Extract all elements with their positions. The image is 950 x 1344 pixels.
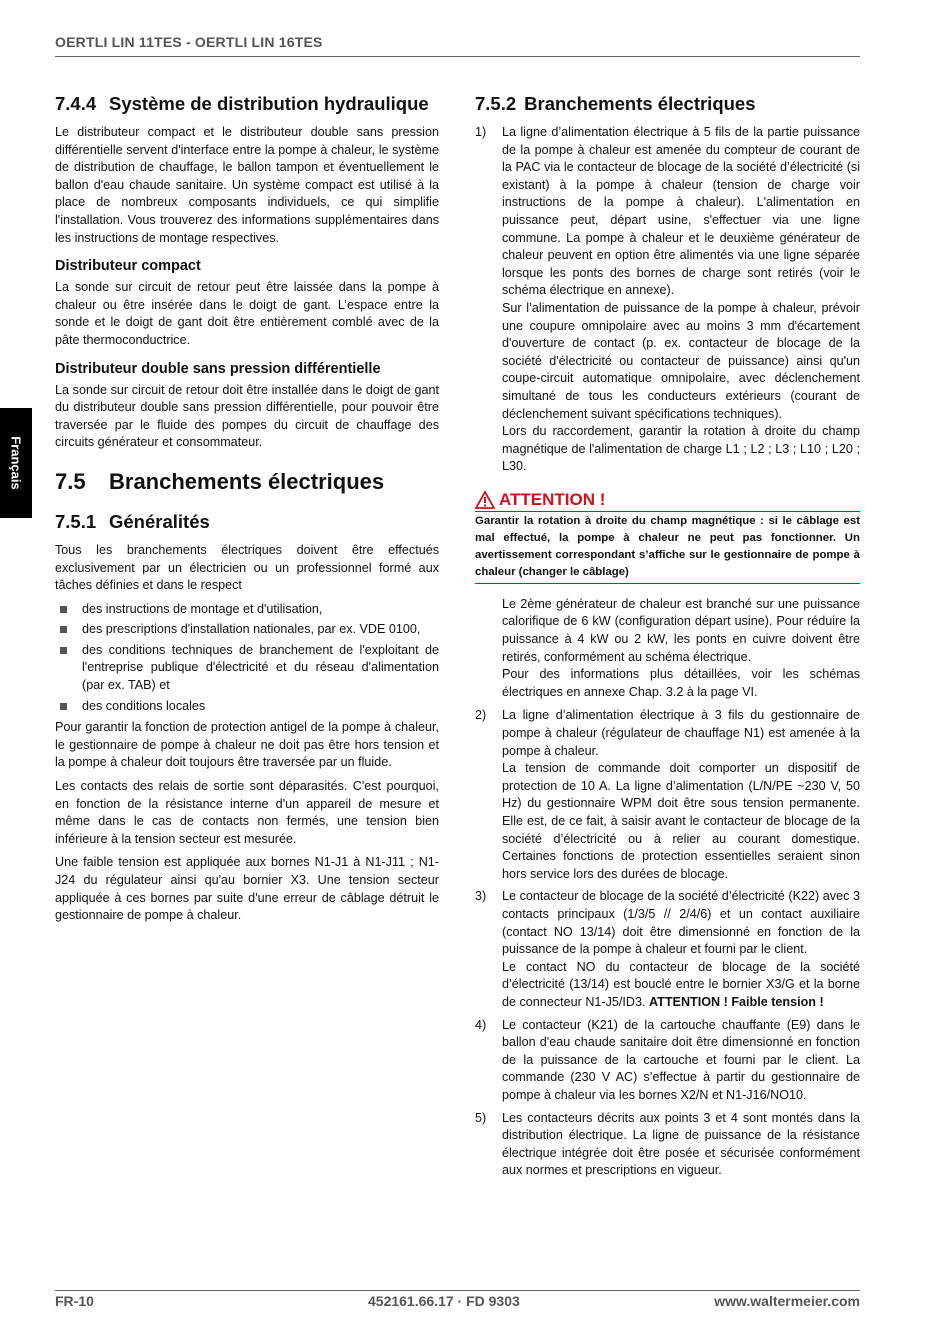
paragraph: Le 2ème générateur de chaleur est branché sur une puissance calorifique de 6 kW (configuration départ usine). Pour réduire la puissance à 4 kW ou 2 kW, les ponts en cuivre doivent être retirés, conformément au schéma électrique. [502, 596, 860, 664]
attention-rule-bottom [475, 583, 860, 584]
list-item: des conditions locales [55, 698, 439, 716]
list-marker: 4) [475, 1017, 487, 1032]
left-column [55, 92, 439, 931]
attention-label: ATTENTION ! [499, 489, 606, 509]
footer-rule [55, 1290, 860, 1291]
paragraph: Tous les branchements électriques doivent être effectués exclusivement par un électricien ou un professionnel formé aux tâches définies et dans le respect [55, 542, 439, 593]
right-column [475, 92, 860, 1185]
header-rule [55, 56, 860, 57]
paragraph: Le contacteur de blocage de la société d’électricité (K22) avec 3 contacts principaux (1/3/5 // 2/4/6) et un contact auxiliaire (contact NO 13/14) doit être dimensionné en fonction de la puissance de la pompe à chaleur et fourni par le client. [502, 889, 860, 957]
numbered-list [475, 124, 860, 476]
list-item-4 [475, 1017, 860, 1105]
paragraph: Lors du raccordement, garantir la rotation à droite du champ magnétique de l'alimentation de charge L1 ; L2 ; L3 ; L10 ; L20 ; L30. [502, 424, 860, 474]
bold-warning: ATTENTION ! Faible tension ! [649, 994, 824, 1009]
list-marker: 1) [475, 125, 487, 139]
paragraph-text: Le contact NO du contacteur de blocage de la société d’électricité (13/14) est bouclé entre le bornier X3/G et la borne de connecteur N1-J5/ID3. [502, 959, 860, 1009]
section-title: Généralités [109, 510, 210, 532]
section-7-5-heading [55, 468, 439, 496]
section-number: 7.5 [55, 468, 86, 494]
list-marker: 2) [475, 708, 487, 723]
paragraph: Pour garantir la fonction de protection antigel de la pompe à chaleur, le gestionnaire de pompe à chaleur ne doit pas être hors tension et la pompe à chaleur doit toujours être traversée par un fluide. [55, 720, 439, 770]
section-title: Branchements électriques [109, 468, 385, 494]
numbered-list [475, 707, 860, 1179]
attention-text: Garantir la rotation à droite du champ magnétique : si le câblage est mal effectué, la pompe à chaleur ne peut pas fonctionner. Un avertissement correspondant s’affiche sur le gestionnaire de pompe à chaleur (changer le câblage) [475, 514, 860, 578]
section-title: Branchements électriques [524, 93, 756, 114]
subheading-distributeur-double: Distributeur double sans pression différentielle [55, 360, 381, 377]
paragraph: Une faible tension est appliquée aux bornes N1-J1 à N1-J11 ; N1-J24 du régulateur ainsi qu'au bornier X3. Une tension secteur appliquée à ces bornes par suite d'une erreur de câblage détruit le gestionnaire de pompe à chaleur. [55, 855, 439, 923]
subheading-distributeur-compact: Distributeur compact [55, 258, 201, 275]
language-label: Français [8, 436, 24, 490]
document-reference: 452161.66.17 · FD 9303 [368, 1293, 520, 1309]
list-item-2 [475, 707, 860, 883]
paragraph: La sonde sur circuit de retour doit être installée dans le doigt de gant du distributeur double sans pression différentielle, pour pouvoir être traversée par le fluide des pompes du circuit de chauffage des circuits générateur et consommateur. [55, 382, 439, 450]
section-number: 7.5.1 [55, 510, 97, 532]
paragraph: Le distributeur compact et le distributeur double sans pression différentielle servent d'interface entre la pompe à chaleur, le système de distribution de chauffage, le ballon tampon et éventuellement le ballon d'eau chaude sanitaire. Un système compact est utilisé à la place de nombreux composants individuels, ce qui simplifie l'installation. Vous trouverez des informations supplémentaires dans les instructions de montage respectives. [55, 125, 439, 245]
section-title: Système de distribution hydraulique [109, 93, 429, 114]
list-item-5 [475, 1110, 860, 1180]
list-marker: 3) [475, 889, 487, 904]
language-side-tab [0, 408, 32, 518]
paragraph: La sonde sur circuit de retour peut être laissée dans la pompe à chaleur ou être insérée dans le doigt de gant. L’espace entre la sonde et le doigt de gant doit être entièrement comblé avec de la pâte thermoconductrice. [55, 280, 439, 347]
continued-text [475, 596, 860, 702]
list-item: des instructions de montage et d'utilisation, [55, 601, 439, 619]
paragraph: La ligne d’alimentation électrique à 3 fils du gestionnaire de pompe à chaleur (régulateur de chauffage N1) est amenée à la pompe à chaleur. [502, 708, 860, 758]
paragraph: Le contacteur (K21) de la cartouche chauffante (E9) dans le ballon d'eau chaude sanitaire doit être dimensionné en fonction de la puissance de la cartouche et fourni par le client. La commande (230 V AC) s’effectue à partir du gestionnaire de pompe à chaleur via les bornes X2/N et N1-J16/NO10. [502, 1017, 860, 1102]
list-item-3 [475, 888, 860, 1011]
section-number: 7.4.4 [55, 93, 97, 114]
paragraph: La ligne d’alimentation électrique à 5 fils de la partie puissance de la pompe à chaleur est amenée du compteur de courant de la PAC via le contacteur de blocage de la société d’électricité (si existant) à la pompe à chaleur (tension de charge voir instructions de la pompe à chaleur). L'alimentation en puissance peut, départ usine, s'effectuer via une ligne commune. La pompe à chaleur et le deuxième générateur de chaleur peuvent en option être alimentés via une ligne séparée lorsque les ponts des bornes de charge sont retirés (voir le schéma électrique en annexe). [502, 125, 860, 298]
paragraph: Les contacts des relais de sortie sont déparasités. C'est pourquoi, en fonction de la résistance interne d'un appareil de mesure et même dans le cas de contacts non fermés, une tension bien inférieure à la tension secteur est mesurée. [55, 779, 439, 846]
list-item-1 [475, 124, 860, 476]
paragraph: La tension de commande doit comporter un dispositif de protection de 10 A. La ligne d’alimentation (L/N/PE ~230 V, 50 Hz) du gestionnaire WPM doit être sous tension permanente. Elle est, de ce fait, à saisir avant le contacteur de blocage de la société d’électricité ou à relier au courant domestique. Certaines fonctions de protection essentielles seraient sinon hors service lors des durées de blocage. [502, 761, 860, 881]
paragraph: Pour des informations plus détaillées, voir les schémas électriques en annexe Chap. 3.2 à la page VI. [502, 667, 860, 699]
paragraph [502, 959, 860, 1012]
section-7-4-4-heading [55, 92, 439, 116]
website-url: www.waltermeier.com [714, 1293, 860, 1309]
page-number: FR-10 [55, 1293, 94, 1309]
attention-box [475, 490, 860, 584]
paragraph: Sur l’alimentation de puissance de la pompe à chaleur, prévoir une coupure omnipolaire avec au moins 3 mm d'écartement d'ouverture de contact (p. ex. contacteur de blocage de la société d'électricité ou contacteur de puissance) ainsi qu'un coupe-circuit automatique omnipolaire, avec déclenchement simultané de tous les conducteurs extérieurs (courant de déclenchement suivant spécifications techniques). [502, 300, 860, 421]
section-7-5-2-heading [475, 92, 860, 116]
list-marker: 5) [475, 1110, 487, 1125]
running-header: OERTLI LIN 11TES - OERTLI LIN 16TES [55, 34, 323, 50]
attention-rule [475, 511, 860, 512]
warning-triangle-icon [475, 491, 495, 509]
section-number: 7.5.2 [475, 93, 517, 114]
attention-heading [475, 490, 860, 510]
bullet-list [55, 601, 439, 716]
section-7-5-1-heading [55, 510, 439, 534]
paragraph: Les contacteurs décrits aux points 3 et 4 sont montés dans la distribution électrique. La ligne de puissance de la résistance électrique intégrée doit être posée et sécurisée conformément aux normes et prescriptions en vigueur. [502, 1110, 860, 1178]
list-item: des prescriptions d'installation nationales, par ex. VDE 0100, [55, 621, 439, 639]
list-item: des conditions techniques de branchement de l'exploitant de l'entreprise publique d'électricité et du réseau d'alimentation (par ex. TAB) et [55, 642, 439, 695]
